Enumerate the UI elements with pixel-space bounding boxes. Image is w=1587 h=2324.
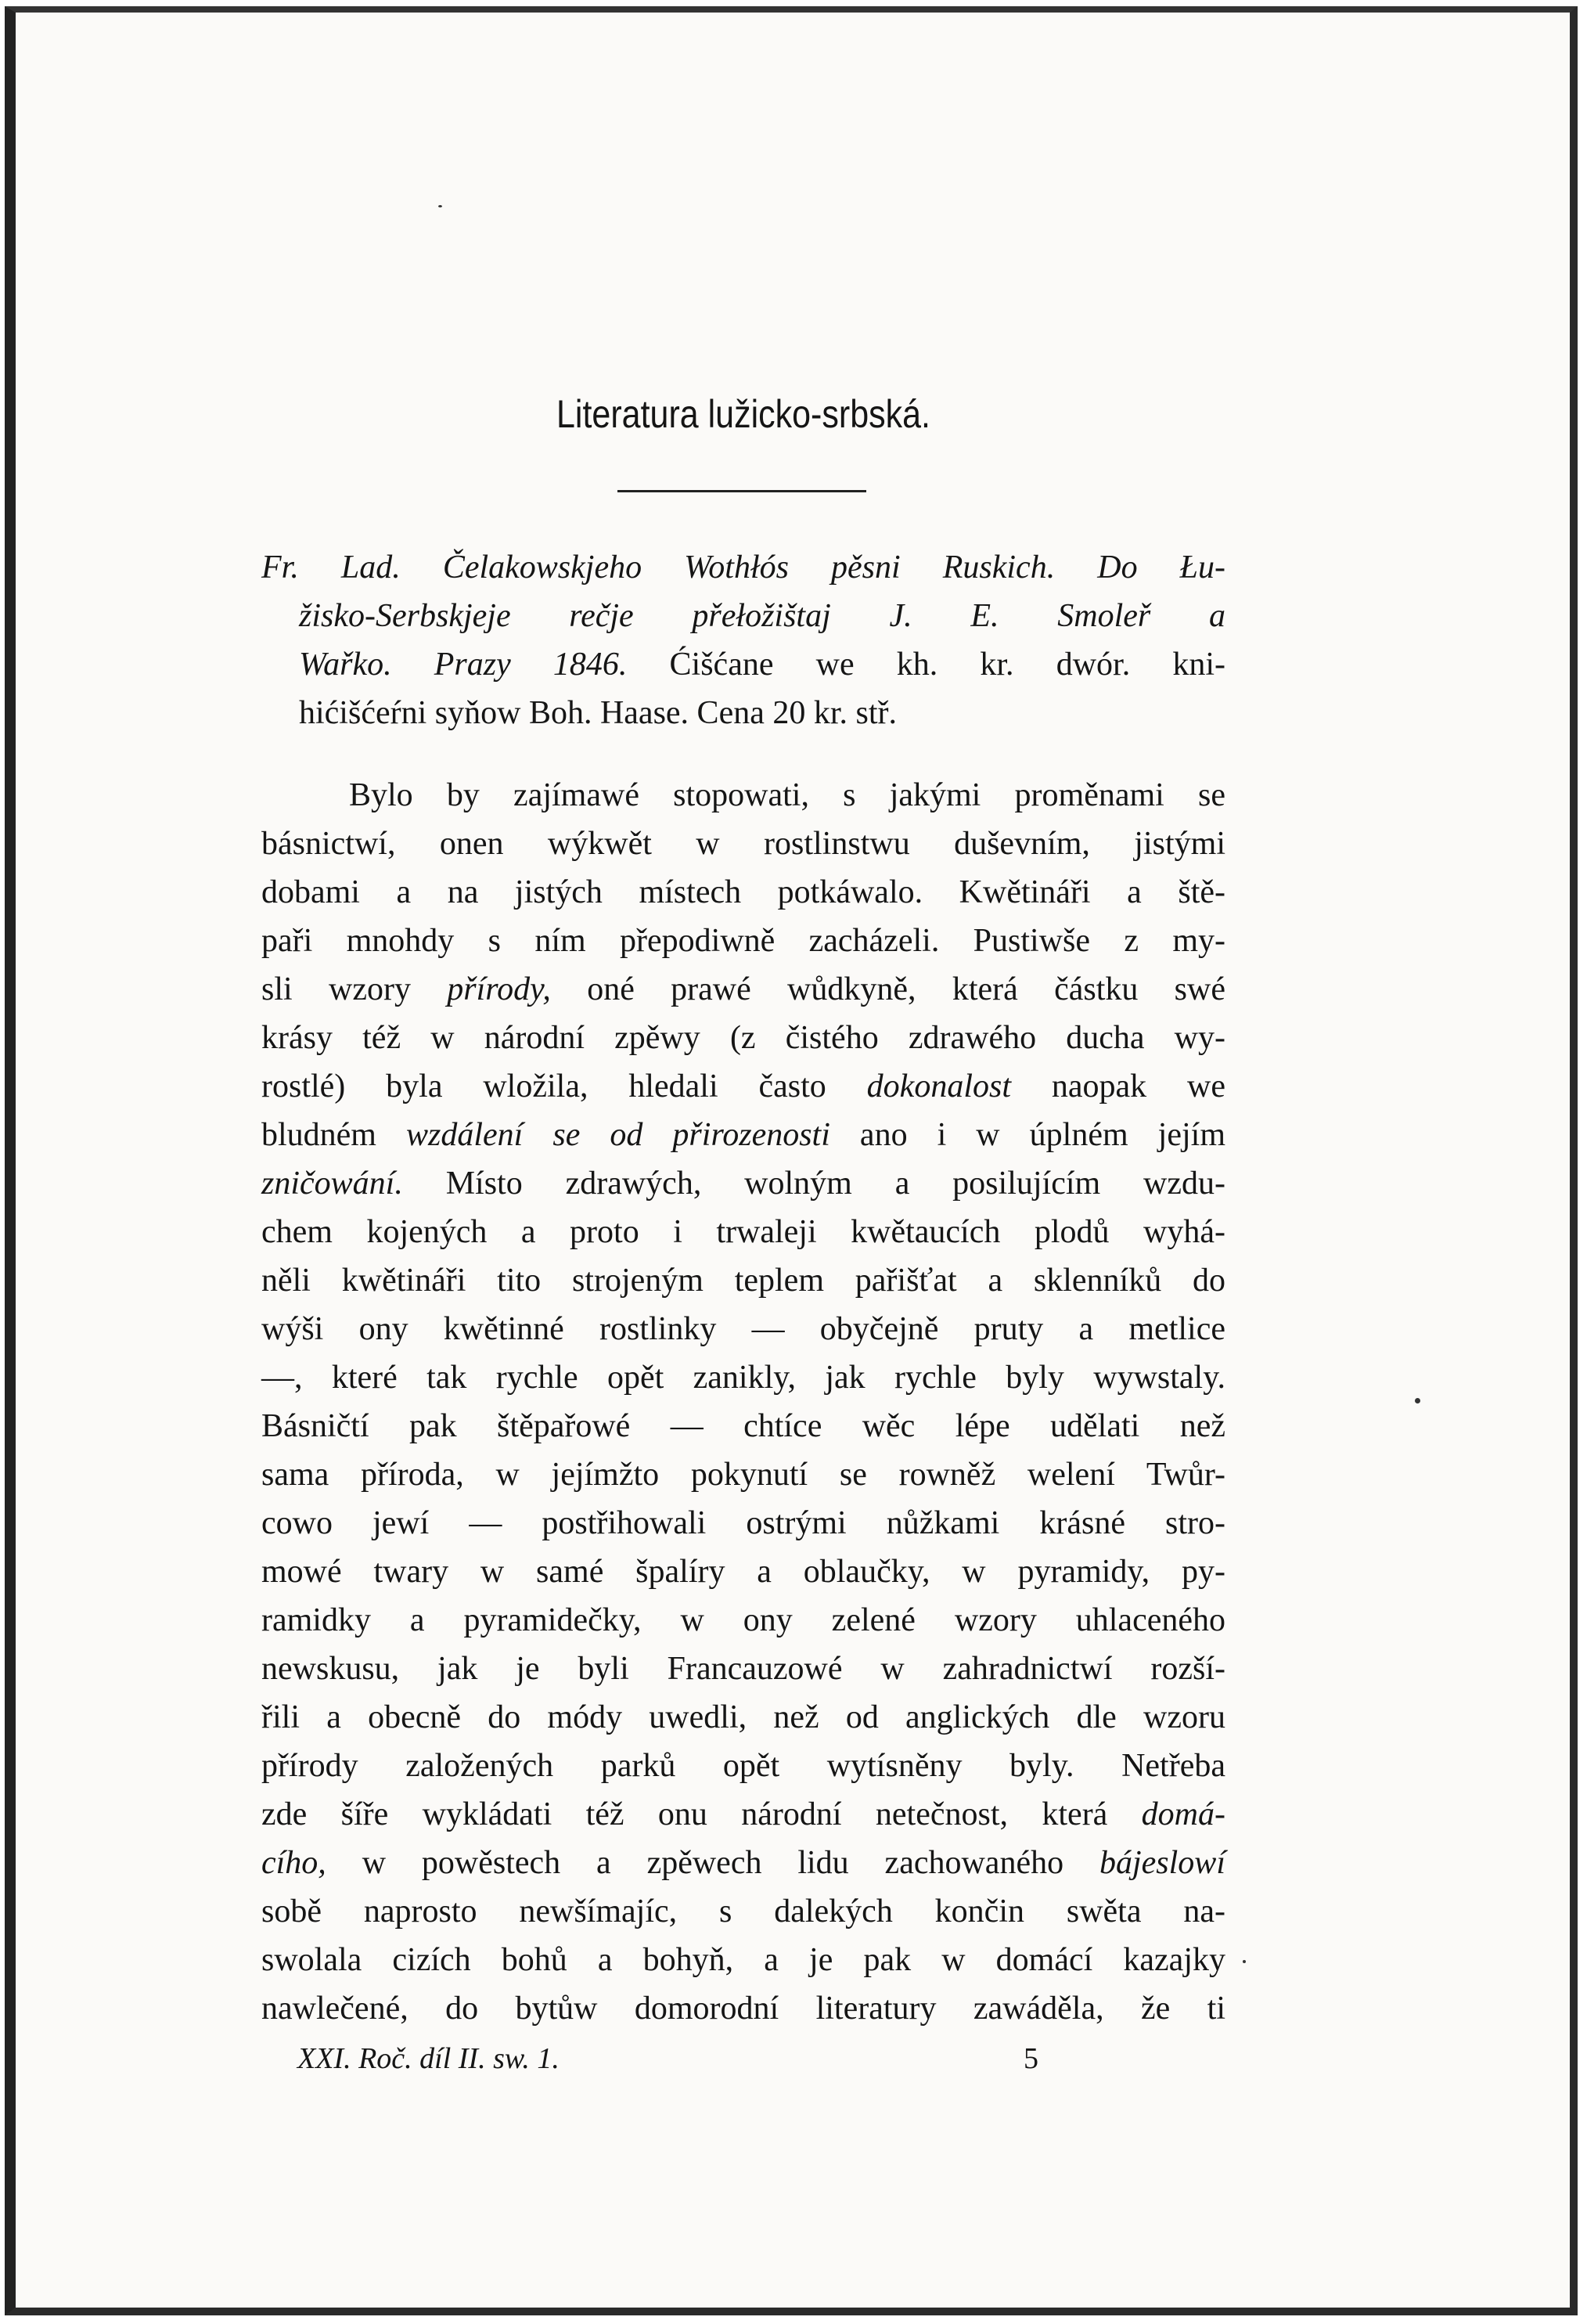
body-line: řili a obecně do módy uwedli, než od anglických dle wzoru (261, 1699, 1225, 1735)
body-line: mowé twary w samé špalíry a oblaučky, w pyramidy, py- (261, 1554, 1225, 1590)
page-number: 5 (1024, 2042, 1038, 2075)
body-line: swolala cizích bohů a bohyň, a je pak w domácí kazajky (261, 1942, 1225, 1978)
body-line: zničowání. Místo zdrawých, wolným a posilujícím wzdu- (261, 1166, 1225, 1202)
scan-speck (438, 205, 442, 207)
printer-signature: XXI. Roč. díl II. sw. 1. (297, 2042, 560, 2075)
body-line: cowo jewí — postřihowali ostrými nůžkami krásné stro- (261, 1505, 1225, 1541)
body-line: ramidky a pyramidečky, w ony zelené wzory uhlaceného (261, 1602, 1225, 1638)
body-line: Básničtí pak štěpařowé — chtíce wěc lépe udělati než (261, 1408, 1225, 1444)
body-line: bludném wzdálení se od přirozenosti ano i w úplném jejím (261, 1117, 1225, 1153)
body-line: krásy též w národní zpěwy (z čistého zdrawého ducha wy- (261, 1020, 1225, 1056)
scan-speck (1415, 1398, 1420, 1403)
body-line: sobě naprosto newšímajíc, s dalekých končin swěta na- (261, 1893, 1225, 1929)
body-line: dobami a na jistých místech potkáwalo. Kwětináři a ště- (261, 874, 1225, 910)
body-line: sama příroda, w jejímžto pokynutí se rowněž welení Twůr- (261, 1457, 1225, 1493)
bibliography-line: hićišćeŕni syňow Boh. Haase. Cena 20 kr. stř. (299, 695, 898, 731)
body-line: sli wzory přírody, oné prawé wůdkyně, která částku swé (261, 971, 1225, 1007)
body-line: něli kwětináři tito strojeným teplem pařišťat a sklenníků do (261, 1263, 1225, 1299)
bibliography-line: žisko-Serbskjeje rečje přełožištaj J. E. Smoleř a (299, 598, 1225, 634)
body-line: básnictwí, onen wýkwět w rostlinstwu duševním, jistými (261, 826, 1225, 862)
bibliography-entry (261, 543, 1225, 737)
page-title: Literatura lužicko-srbská. (556, 392, 930, 436)
body-line: Bylo by zajímawé stopowati, s jakými proměnami se (349, 777, 1225, 813)
body-line: wýši ony kwětinné rostlinky — obyčejně pruty a metlice (261, 1311, 1225, 1347)
body-line: cího, w powěstech a zpěwech lidu zachowaného bájeslowí (261, 1845, 1225, 1881)
body-line: paři mnohdy s ním přepodiwně zacházeli. Pustiwše z my- (261, 923, 1225, 959)
title-rule (617, 490, 866, 492)
bibliography-line: Wařko. Prazy 1846. Ćišćane we kh. kr. dwór. kni- (299, 647, 1225, 683)
body-line: zde šíře wykládati též onu národní netečnost, která domá- (261, 1796, 1225, 1832)
body-line: chem kojených a proto i trwaleji kwětaucích plodů wyhá- (261, 1214, 1225, 1250)
body-line: rostlé) byla wložila, hledali často dokonalost naopak we (261, 1068, 1225, 1104)
body-line: nawlečené, do bytůw domorodní literatury zawáděla, že ti (261, 1991, 1225, 2027)
article-body (261, 771, 1225, 2033)
bibliography-line: Fr. Lad. Čelakowskjeho Wothłós pěsni Ruskich. Do Łu- (261, 549, 1225, 586)
scan-speck (1243, 1960, 1246, 1963)
body-line: —, které tak rychle opět zanikly, jak rychle byly wywstaly. (261, 1360, 1225, 1396)
body-line: newskusu, jak je byli Francauzowé w zahradnictwí rozší- (261, 1651, 1225, 1687)
page-footer (261, 2041, 1225, 2088)
body-line: přírody založených parků opět wytísněny byly. Netřeba (261, 1748, 1225, 1784)
